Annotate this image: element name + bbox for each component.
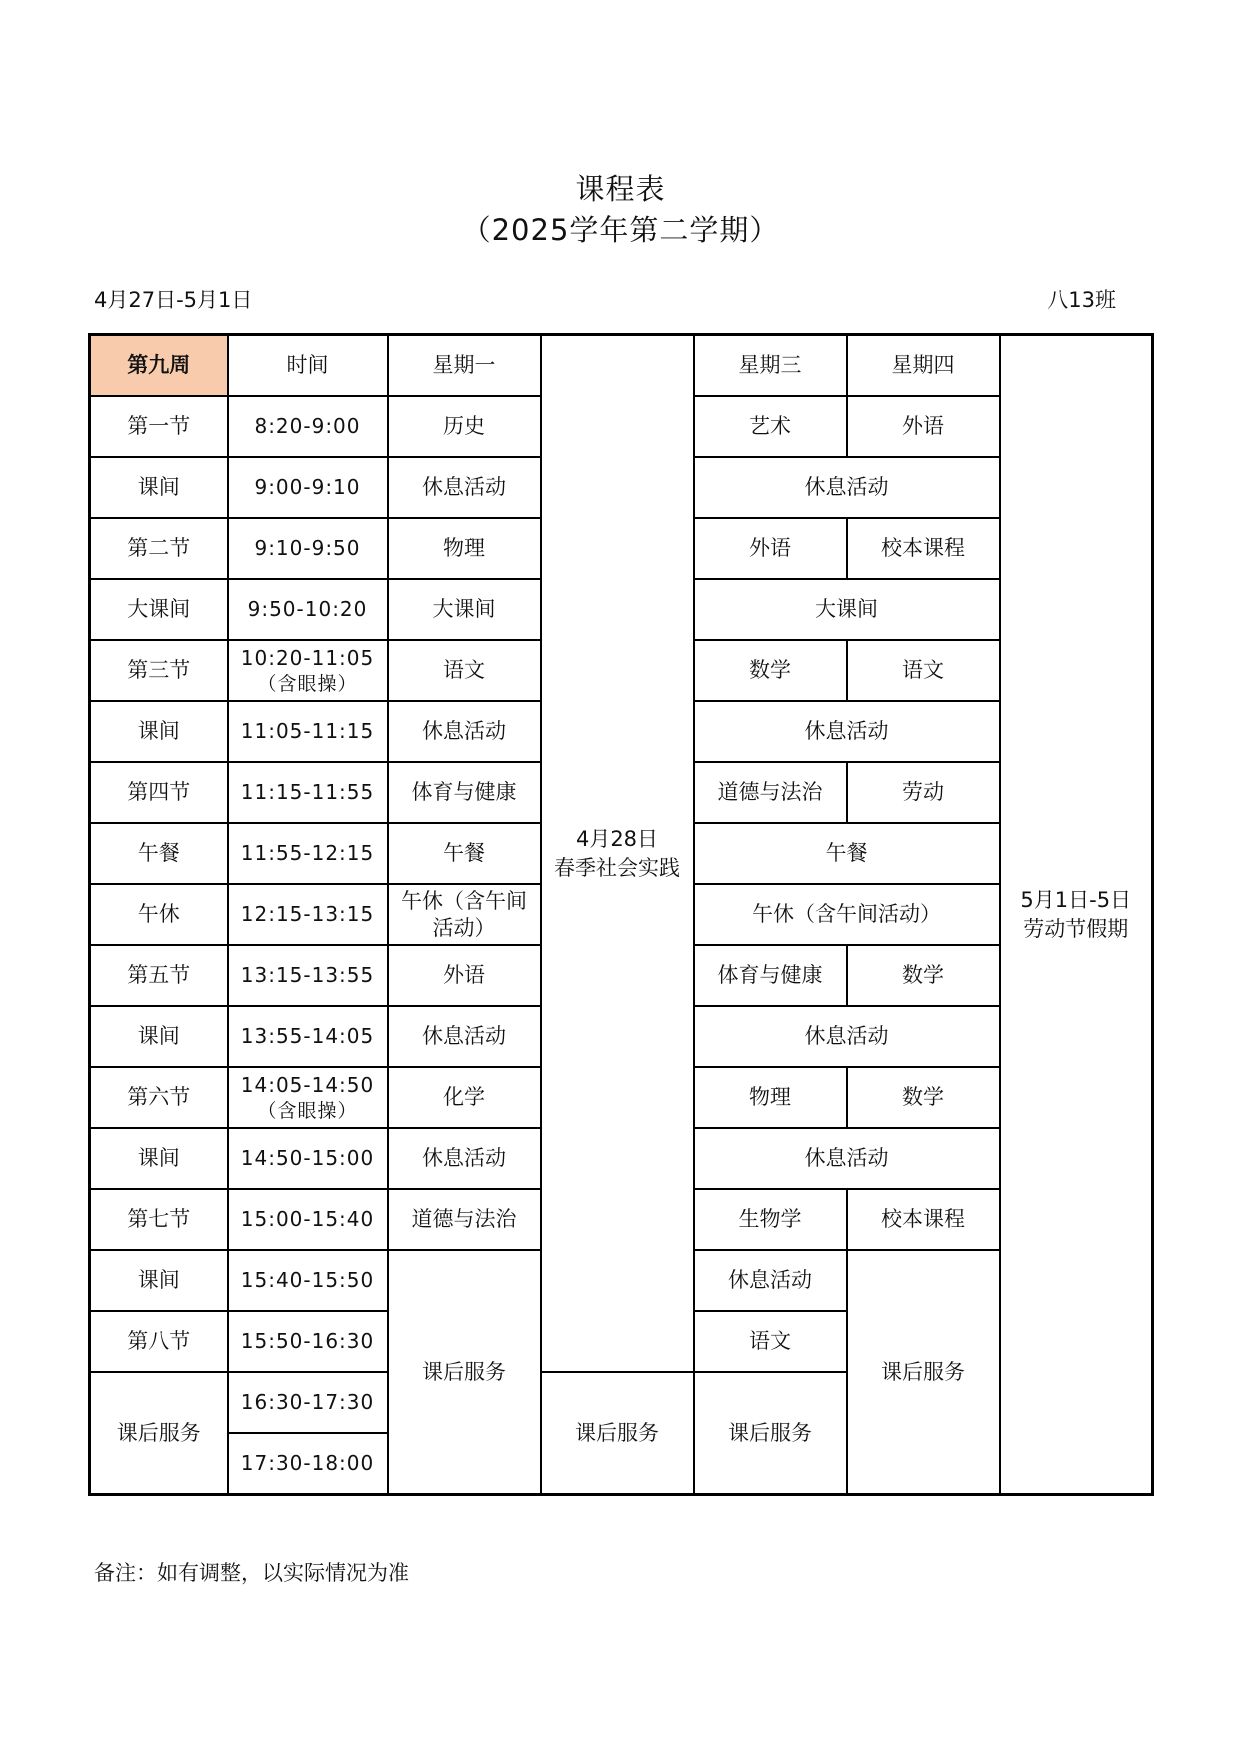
time-cell: 8:20-9:00 <box>228 396 388 457</box>
period-cell: 第六节 <box>90 1067 228 1128</box>
period-cell: 第八节 <box>90 1311 228 1372</box>
thursday-cell: 外语 <box>847 396 1000 457</box>
class-name: 八13班 <box>1047 288 1116 312</box>
monday-cell: 休息活动 <box>388 457 541 518</box>
time-cell: 17:30-18:00 <box>228 1433 388 1495</box>
time-cell: 13:15-13:55 <box>228 945 388 1006</box>
week-label: 第九周 <box>90 335 228 397</box>
time-range: 10:20-11:05 <box>240 646 375 670</box>
period-cell: 第二节 <box>90 518 228 579</box>
time-cell: 9:00-9:10 <box>228 457 388 518</box>
monday-cell: 午餐 <box>388 823 541 884</box>
thursday-cell: 校本课程 <box>847 518 1000 579</box>
period-cell: 课间 <box>90 701 228 762</box>
wed-thu-cell: 休息活动 <box>694 701 1000 762</box>
period-cell: 第一节 <box>90 396 228 457</box>
wednesday-cell: 艺术 <box>694 396 847 457</box>
period-cell: 第三节 <box>90 640 228 701</box>
monday-cell: 语文 <box>388 640 541 701</box>
table-header-row <box>90 335 1153 397</box>
monday-cell: 午休（含午间活动） <box>388 884 541 945</box>
time-cell <box>228 1067 388 1128</box>
time-cell: 15:40-15:50 <box>228 1250 388 1311</box>
monday-cell: 化学 <box>388 1067 541 1128</box>
tuesday-event-name: 春季社会实践 <box>554 855 680 880</box>
monday-cell: 物理 <box>388 518 541 579</box>
time-range: 14:05-14:50 <box>240 1073 375 1097</box>
monday-cell: 休息活动 <box>388 1006 541 1067</box>
monday-cell: 历史 <box>388 396 541 457</box>
schedule-title: 课程表 <box>575 172 666 206</box>
monday-cell: 大课间 <box>388 579 541 640</box>
period-cell: 课间 <box>90 1006 228 1067</box>
time-note: （含眼操） <box>257 673 358 695</box>
period-cell: 课间 <box>90 1250 228 1311</box>
header-thursday: 星期四 <box>847 335 1000 397</box>
wednesday-cell: 休息活动 <box>694 1250 847 1311</box>
monday-cell: 休息活动 <box>388 1128 541 1189</box>
time-cell: 14:50-15:00 <box>228 1128 388 1189</box>
time-cell: 15:00-15:40 <box>228 1189 388 1250</box>
monday-cell: 休息活动 <box>388 701 541 762</box>
period-cell: 午餐 <box>90 823 228 884</box>
period-cell: 第七节 <box>90 1189 228 1250</box>
wednesday-cell: 数学 <box>694 640 847 701</box>
timetable <box>88 333 1154 1496</box>
time-cell: 13:55-14:05 <box>228 1006 388 1067</box>
period-cell: 午休 <box>90 884 228 945</box>
schedule-subtitle: （2025学年第二学期） <box>461 213 780 247</box>
holiday-dates: 5月1日-5日 <box>1020 887 1132 912</box>
time-cell: 11:05-11:15 <box>228 701 388 762</box>
thursday-cell: 数学 <box>847 1067 1000 1128</box>
thursday-cell: 校本课程 <box>847 1189 1000 1250</box>
wednesday-cell: 外语 <box>694 518 847 579</box>
monday-cell: 体育与健康 <box>388 762 541 823</box>
wed-thu-cell: 休息活动 <box>694 1006 1000 1067</box>
period-cell: 课间 <box>90 457 228 518</box>
monday-after-school-cell: 课后服务 <box>388 1250 541 1495</box>
footnote: 备注：如有调整，以实际情况为准 <box>94 1561 409 1585</box>
wed-thu-cell: 休息活动 <box>694 457 1000 518</box>
header-monday: 星期一 <box>388 335 541 397</box>
wed-thu-cell: 大课间 <box>694 579 1000 640</box>
wednesday-after-school-cell: 课后服务 <box>694 1372 847 1495</box>
wednesday-cell: 物理 <box>694 1067 847 1128</box>
date-range: 4月27日-5月1日 <box>94 288 253 312</box>
time-cell: 11:55-12:15 <box>228 823 388 884</box>
wednesday-cell: 道德与法治 <box>694 762 847 823</box>
monday-cell: 外语 <box>388 945 541 1006</box>
time-cell: 9:10-9:50 <box>228 518 388 579</box>
tuesday-after-school-cell: 课后服务 <box>541 1372 694 1495</box>
wednesday-cell: 语文 <box>694 1311 847 1372</box>
wednesday-cell: 生物学 <box>694 1189 847 1250</box>
tuesday-event-date: 4月28日 <box>575 826 659 851</box>
period-cell: 大课间 <box>90 579 228 640</box>
period-cell: 课间 <box>90 1128 228 1189</box>
period-cell: 课后服务 <box>90 1372 228 1495</box>
wednesday-cell: 体育与健康 <box>694 945 847 1006</box>
thursday-cell: 数学 <box>847 945 1000 1006</box>
header-wednesday: 星期三 <box>694 335 847 397</box>
wed-thu-cell: 午休（含午间活动） <box>694 884 1000 945</box>
time-cell: 12:15-13:15 <box>228 884 388 945</box>
holiday-name: 劳动节假期 <box>1023 916 1129 941</box>
period-cell: 第四节 <box>90 762 228 823</box>
time-cell: 15:50-16:30 <box>228 1311 388 1372</box>
header-time: 时间 <box>228 335 388 397</box>
period-cell: 第五节 <box>90 945 228 1006</box>
time-cell: 11:15-11:55 <box>228 762 388 823</box>
time-cell: 16:30-17:30 <box>228 1372 388 1433</box>
time-note: （含眼操） <box>257 1100 358 1122</box>
thursday-cell: 语文 <box>847 640 1000 701</box>
time-cell: 9:50-10:20 <box>228 579 388 640</box>
tuesday-event-cell <box>541 335 694 1373</box>
thursday-cell: 劳动 <box>847 762 1000 823</box>
monday-cell: 道德与法治 <box>388 1189 541 1250</box>
wed-thu-cell: 休息活动 <box>694 1128 1000 1189</box>
wed-thu-cell: 午餐 <box>694 823 1000 884</box>
time-cell <box>228 640 388 701</box>
holiday-cell <box>1000 335 1153 1495</box>
thursday-after-school-cell: 课后服务 <box>847 1250 1000 1495</box>
